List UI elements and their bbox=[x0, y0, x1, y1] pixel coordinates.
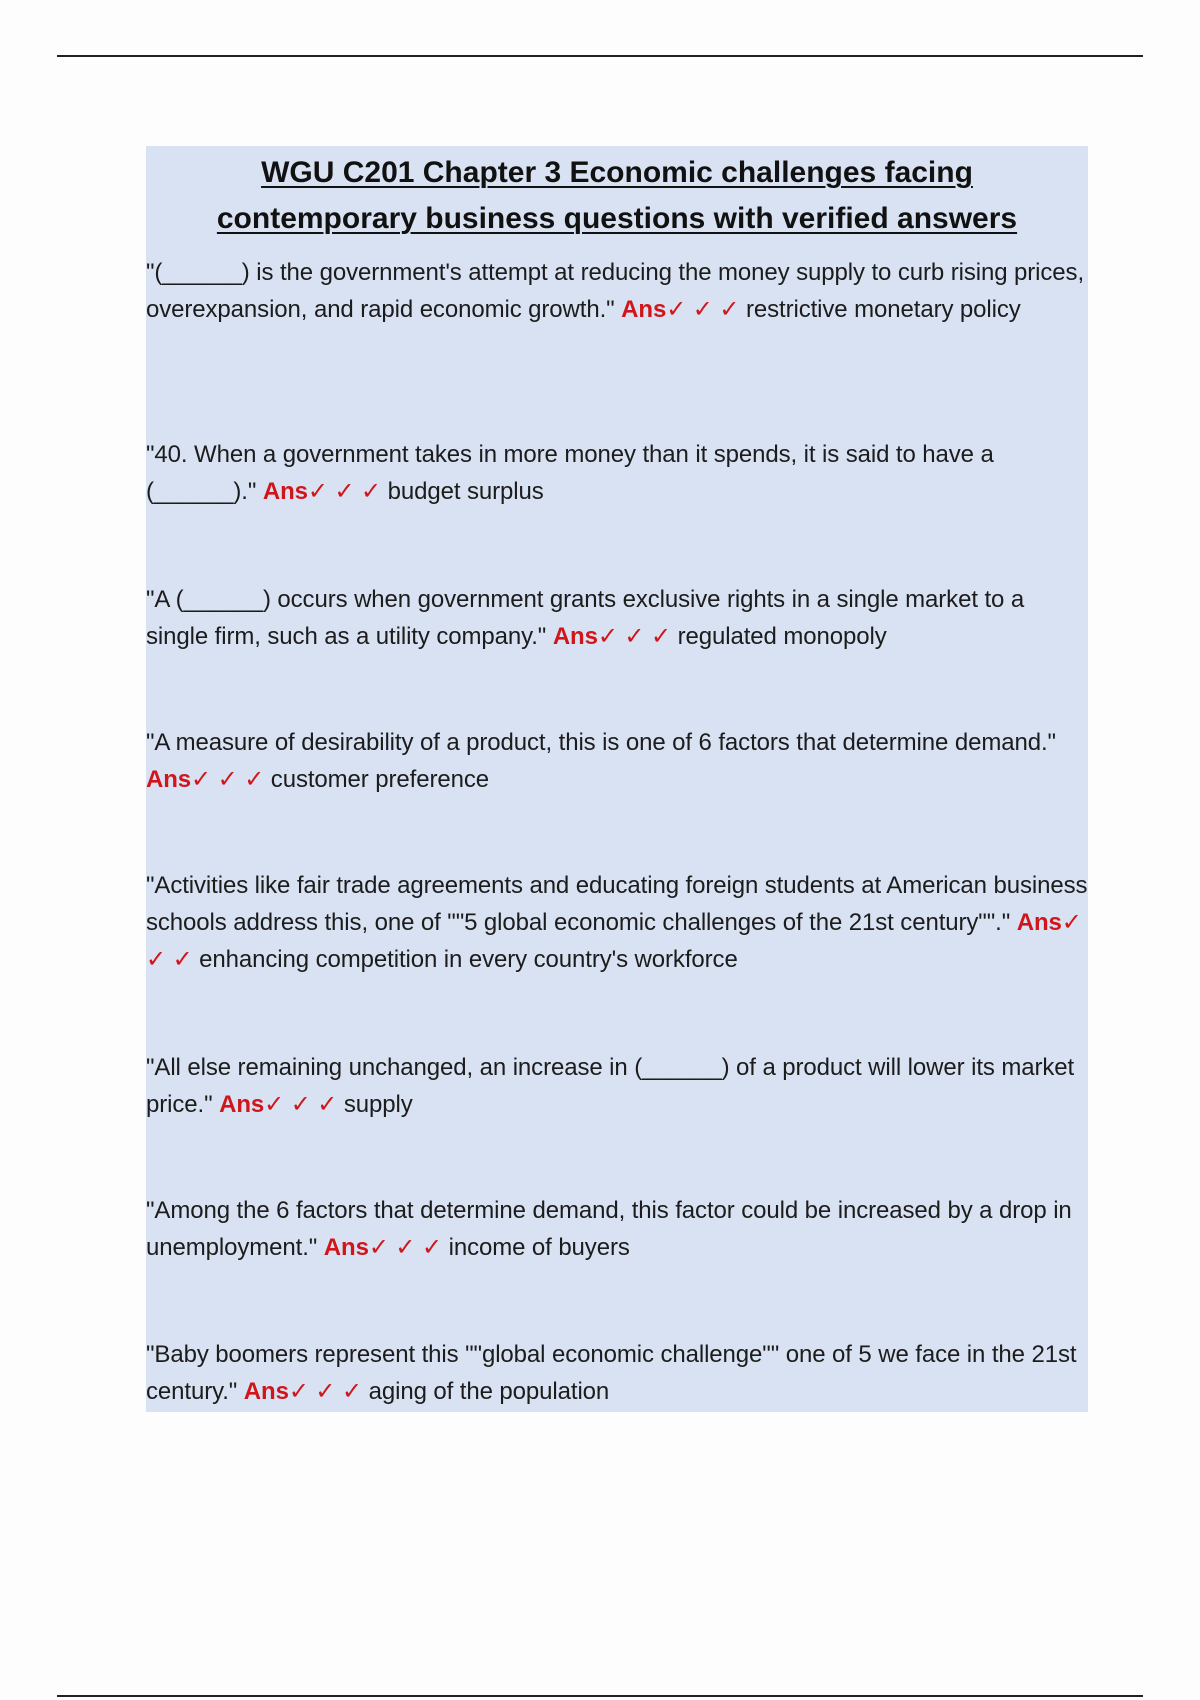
check-icon: ✓ ✓ ✓ bbox=[368, 1234, 443, 1261]
qa-item bbox=[146, 1336, 1088, 1410]
qa-item bbox=[146, 1049, 1088, 1123]
answer-text: restrictive monetary policy bbox=[745, 296, 1021, 323]
qa-item bbox=[146, 581, 1088, 655]
qa-item bbox=[146, 867, 1088, 978]
ans-label: Ans bbox=[552, 623, 598, 650]
qa-item bbox=[146, 436, 1088, 510]
footer-rule bbox=[57, 1695, 1143, 1697]
question-text: "Activities like fair trade agreements and educating foreign students at American business schools address this, one of ""5 global economic challenges of the 21st century""." bbox=[146, 872, 1088, 936]
document-content bbox=[146, 146, 1088, 1412]
ans-label: Ans bbox=[219, 1091, 265, 1118]
check-icon: ✓ ✓ ✓ bbox=[307, 478, 382, 505]
ans-label: Ans bbox=[146, 766, 192, 793]
qa-item bbox=[146, 254, 1088, 328]
check-icon: ✓ ✓ ✓ bbox=[666, 296, 740, 323]
qa-item bbox=[146, 1192, 1088, 1266]
answer-text: supply bbox=[343, 1091, 413, 1118]
check-icon: ✓ ✓ ✓ bbox=[146, 909, 1082, 973]
check-icon: ✓ ✓ ✓ bbox=[597, 623, 672, 650]
ans-label: Ans bbox=[243, 1378, 289, 1405]
check-icon: ✓ ✓ ✓ bbox=[264, 1091, 338, 1118]
question-text: "Baby boomers represent this ""global economic challenge"" one of 5 we face in the 21st century." bbox=[146, 1341, 1077, 1405]
document-title bbox=[146, 146, 1088, 242]
qa-item bbox=[146, 724, 1088, 798]
question-text: "Among the 6 factors that determine demand, this factor could be increased by a drop in unemployment." bbox=[146, 1197, 1072, 1261]
title-line-1: WGU C201 Chapter 3 Economic challenges facing bbox=[261, 156, 973, 189]
question-text: "All else remaining unchanged, an increase in (______) of a product will lower its market price." bbox=[146, 1054, 1075, 1118]
answer-text: income of buyers bbox=[448, 1234, 630, 1261]
ans-label: Ans bbox=[262, 478, 308, 505]
question-text: "40. When a government takes in more money than it spends, it is said to have a (______)." bbox=[146, 441, 994, 505]
check-icon: ✓ ✓ ✓ bbox=[288, 1378, 363, 1405]
ans-label: Ans bbox=[1016, 909, 1062, 936]
answer-text: enhancing competition in every country's workforce bbox=[199, 946, 738, 973]
ans-label: Ans bbox=[621, 296, 667, 323]
header-rule bbox=[57, 55, 1143, 57]
ans-label: Ans bbox=[323, 1234, 369, 1261]
question-text: "A measure of desirability of a product, this is one of 6 factors that determine demand." bbox=[146, 729, 1056, 756]
answer-text: aging of the population bbox=[368, 1378, 610, 1405]
question-text: "A (______) occurs when government grants exclusive rights in a single market to a single firm, such as a utility company." bbox=[146, 586, 1025, 650]
answer-text: customer preference bbox=[270, 766, 489, 793]
answer-text: budget surplus bbox=[387, 478, 544, 505]
check-icon: ✓ ✓ ✓ bbox=[191, 766, 265, 793]
title-line-2: contemporary business questions with verified answers bbox=[216, 202, 1018, 235]
question-text: "(______) is the government's attempt at reducing the money supply to curb rising prices, overexpansion, and rapid economic growth." bbox=[146, 259, 1085, 323]
answer-text: regulated monopoly bbox=[677, 623, 887, 650]
